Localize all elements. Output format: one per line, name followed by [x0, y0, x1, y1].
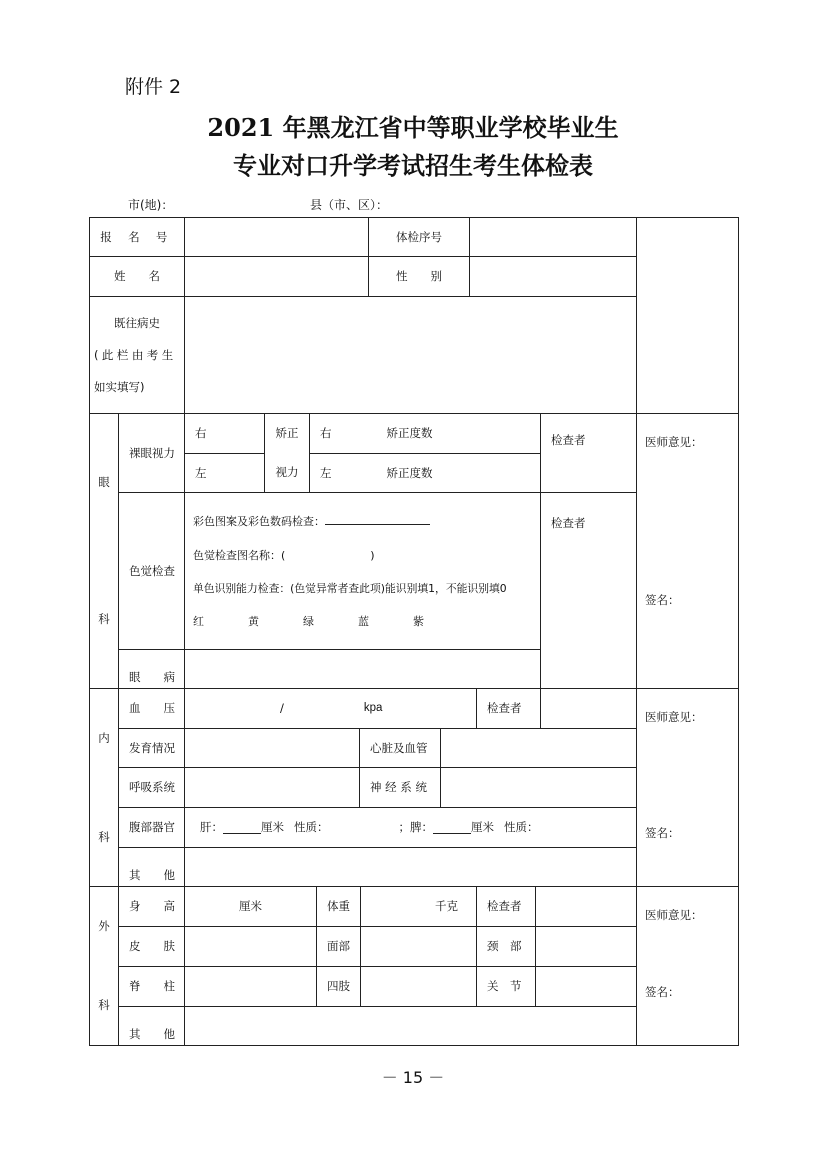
spleen-nature: 性质：: [504, 820, 539, 835]
internal-other-label: 其 他: [118, 847, 185, 887]
corrected-bottom: 视力: [275, 465, 299, 480]
corrected-left-label: 左: [320, 465, 332, 480]
surgery-doctor-opinion: 医师意见：: [645, 908, 703, 922]
internal-other-field[interactable]: [184, 847, 637, 887]
liver-nature: 性质：: [294, 820, 329, 835]
joints-label: 关 节: [476, 966, 536, 1007]
naked-right-field[interactable]: [184, 413, 265, 454]
height-unit: 厘米: [239, 899, 262, 914]
corrected-left-field[interactable]: [309, 453, 541, 493]
color-red: 红: [193, 615, 204, 629]
internal-examiner: 检查者: [476, 688, 541, 729]
limbs-field[interactable]: [360, 966, 477, 1007]
bp-unit: kpa: [363, 702, 383, 715]
respiratory-label: 呼吸系统: [118, 767, 185, 808]
page-number: － 15 －: [381, 1068, 445, 1087]
eye-section-label: [89, 413, 119, 689]
heart-field[interactable]: [440, 728, 637, 768]
height-label: 身 高: [118, 886, 185, 927]
height-field[interactable]: [184, 886, 317, 927]
internal-signature: 签名：: [645, 825, 680, 840]
color-test2-end: ): [370, 548, 375, 562]
neck-field[interactable]: [535, 926, 637, 967]
eye-section-bottom: 科: [98, 612, 110, 627]
reg-no-field[interactable]: [184, 217, 369, 257]
abdomen-label: 腹部器官: [118, 807, 185, 848]
development-field[interactable]: [184, 728, 360, 768]
name-label: 姓 名: [89, 256, 185, 297]
corrected-vision-label: [264, 413, 310, 493]
surgery-section-bottom: 科: [98, 998, 110, 1013]
history-note1: (此栏由考生: [94, 347, 177, 362]
blood-pressure-label: 血 压: [118, 688, 185, 729]
weight-unit: 千克: [435, 899, 458, 914]
heart-label: 心脏及血管: [359, 728, 441, 768]
history-note2: 如实填写): [94, 379, 145, 394]
weight-field[interactable]: [360, 886, 477, 927]
city-label: 市(地)：: [128, 198, 174, 212]
surgery-signature: 签名：: [645, 984, 680, 999]
eye-signature: 签名：: [645, 592, 680, 607]
naked-vision-label: 裸眼视力: [118, 413, 185, 493]
right-degree-label: 矫正度数: [386, 426, 433, 441]
spleen-cm: 厘米: [471, 820, 494, 835]
limbs-label: 四肢: [316, 966, 361, 1007]
history-label: [89, 296, 185, 414]
surgery-section-label: [89, 886, 119, 1046]
respiratory-field[interactable]: [184, 767, 360, 808]
color-vision-content[interactable]: [184, 492, 541, 650]
blood-pressure-field[interactable]: [184, 688, 477, 729]
eye-disease-label: 眼 病: [118, 649, 185, 689]
form-title-line2: 专业对口升学考试招生考生体检表: [233, 151, 593, 180]
skin-label: 皮 肤: [118, 926, 185, 967]
history-title: 既往病史: [114, 315, 160, 330]
skin-field[interactable]: [184, 926, 317, 967]
color-blue: 蓝: [358, 615, 369, 629]
surgery-other-field[interactable]: [184, 1006, 637, 1046]
surgery-other-label: 其 他: [118, 1006, 185, 1046]
spine-label: 脊 柱: [118, 966, 185, 1007]
form-title-line1: 2021 年黑龙江省中等职业学校毕业生: [207, 113, 619, 142]
color-green: 绿: [303, 615, 314, 629]
left-degree-label: 矫正度数: [386, 465, 433, 480]
right-eye-label: 右: [195, 426, 207, 441]
color-purple: 紫: [413, 615, 424, 629]
exam-order-label: 体检序号: [368, 217, 470, 257]
eye-doctor-opinion: 医师意见：: [645, 435, 703, 449]
internal-section-label: [89, 688, 119, 887]
exam-order-field[interactable]: [469, 217, 637, 257]
color-yellow: 黄: [248, 615, 259, 629]
gender-label: 性 别: [368, 256, 470, 297]
eye-examiner1: 检查者: [540, 413, 637, 493]
name-field[interactable]: [184, 256, 369, 297]
eye-section-top: 眼: [98, 475, 110, 490]
corrected-right-field[interactable]: [309, 413, 541, 454]
attachment-label: 附件 2: [125, 76, 182, 98]
spleen-label: ；脾：: [398, 820, 433, 835]
bp-separator: /: [280, 701, 284, 716]
surgery-examiner-field[interactable]: [535, 886, 637, 927]
eye-examiner2: 检查者: [540, 492, 637, 689]
liver-label: 肝：: [200, 820, 223, 835]
internal-examiner-field[interactable]: [540, 688, 637, 729]
joints-field[interactable]: [535, 966, 637, 1007]
internal-doctor-area[interactable]: [636, 688, 739, 887]
color-test1: 彩色图案及彩色数码检查：: [193, 515, 325, 529]
abdomen-field[interactable]: [184, 807, 637, 848]
eye-disease-field[interactable]: [184, 649, 541, 689]
corrected-top: 矫正: [275, 426, 299, 441]
eye-doctor-area[interactable]: [636, 413, 739, 689]
development-label: 发育情况: [118, 728, 185, 768]
nervous-label: 神 经 系 统: [359, 767, 441, 808]
surgery-examiner: 检查者: [476, 886, 536, 927]
internal-section-bottom: 科: [98, 829, 110, 844]
history-field[interactable]: [184, 296, 637, 414]
color-test2: 色觉检查图名称：(: [193, 548, 286, 562]
face-field[interactable]: [360, 926, 477, 967]
county-label: 县（市、区）：: [310, 198, 389, 212]
weight-label: 体重: [316, 886, 361, 927]
surgery-section-top: 外: [98, 919, 110, 934]
photo-area: [636, 217, 739, 414]
spine-field[interactable]: [184, 966, 317, 1007]
surgery-doctor-area[interactable]: [636, 886, 739, 1046]
reg-no-label: 报 名 号: [89, 217, 185, 257]
corrected-right-label: 右: [320, 426, 332, 441]
liver-cm: 厘米: [261, 820, 284, 835]
naked-left-field[interactable]: [184, 453, 265, 493]
internal-section-top: 内: [98, 731, 110, 746]
color-vision-label: 色觉检查: [118, 492, 185, 650]
neck-label: 颈 部: [476, 926, 536, 967]
internal-doctor-opinion: 医师意见：: [645, 710, 703, 724]
nervous-field[interactable]: [440, 767, 637, 808]
color-list: [193, 614, 424, 629]
gender-field[interactable]: [469, 256, 637, 297]
left-eye-label: 左: [195, 465, 207, 480]
face-label: 面部: [316, 926, 361, 967]
color-test3: 单色识别能力检查：(色觉异常者查此项)能识别填1，不能识别填0: [193, 582, 507, 596]
